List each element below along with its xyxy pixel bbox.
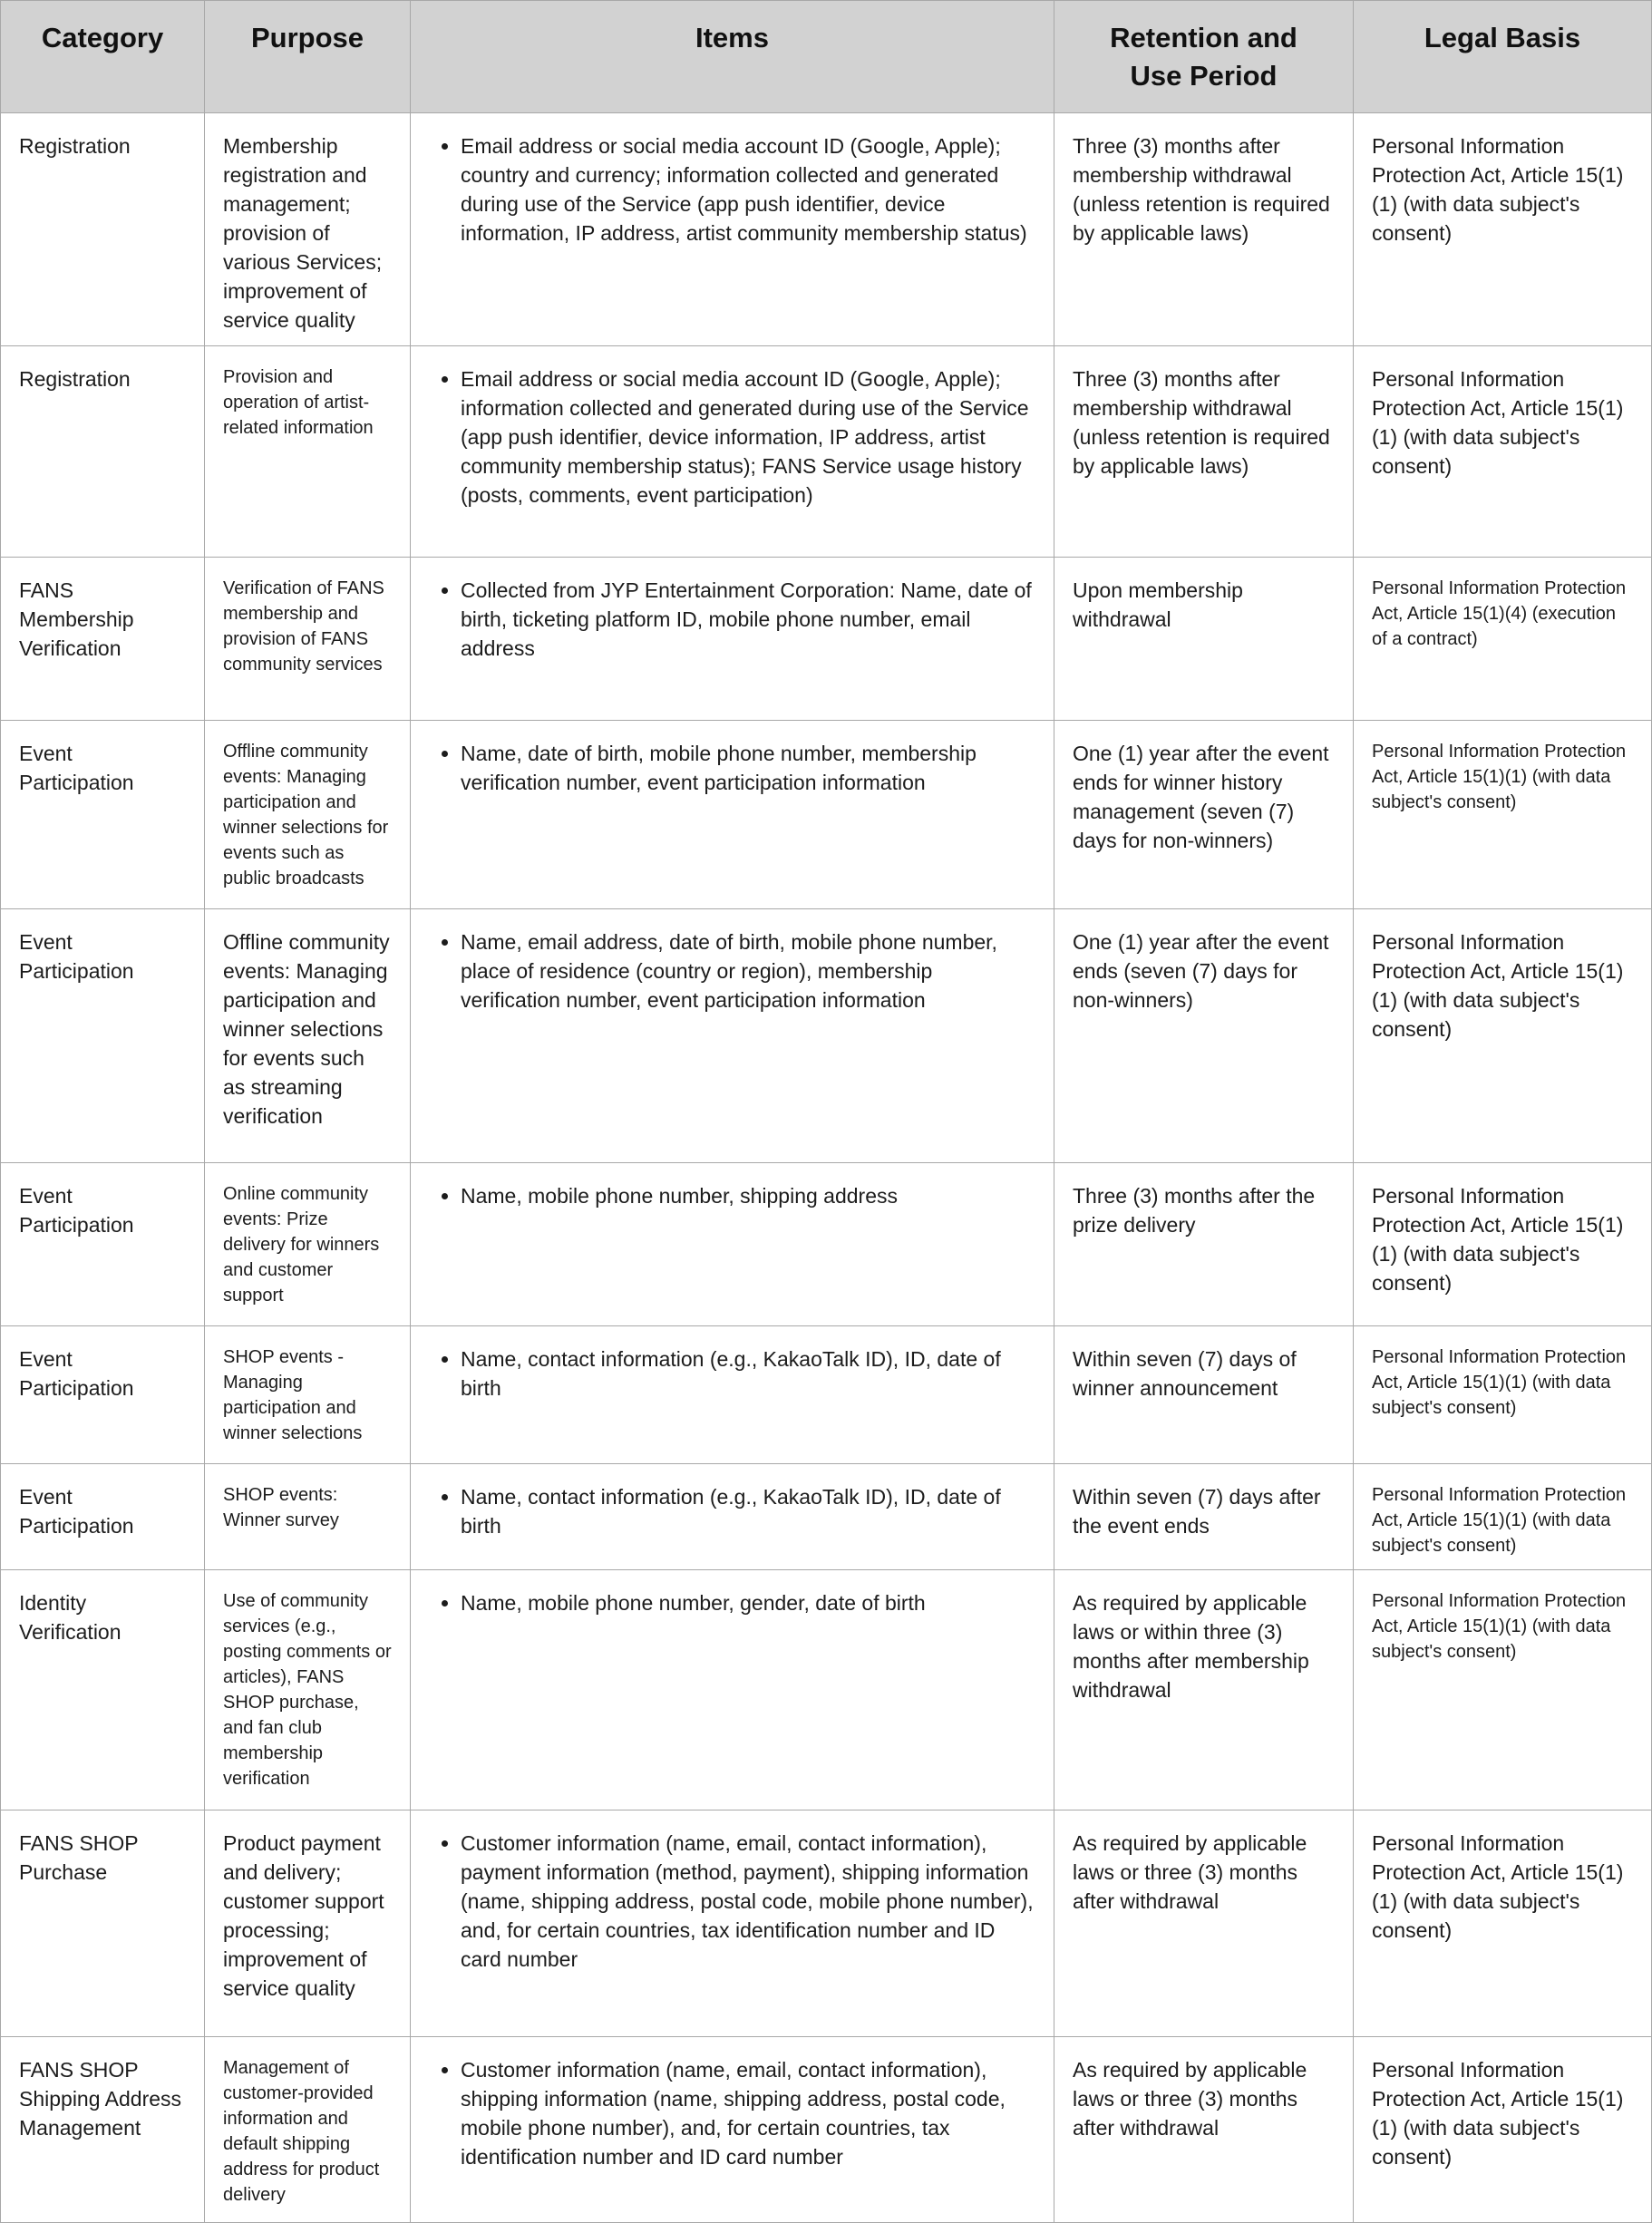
cell-legal-basis: Personal Information Protection Act, Article 15(1)(1) (with data subject's consent) (1354, 2037, 1652, 2223)
cell-retention: As required by applicable laws or within three (3) months after membership withdrawal (1054, 1570, 1354, 1810)
list-item: • Collected from JYP Entertainment Corporation: Name, date of birth, ticketing platform ID, mobile phone number, email address (461, 576, 1035, 663)
cell-purpose: Offline community events: Managing participation and winner selections for events such as streaming verification (205, 909, 411, 1163)
items-list (429, 2055, 1035, 2171)
items-list (429, 1344, 1035, 1403)
cell-category: FANS SHOP Shipping Address Management (1, 2037, 205, 2223)
header-legal-basis: Legal Basis (1354, 1, 1652, 113)
table-row (1, 721, 1652, 909)
cell-retention: Within seven (7) days of winner announcement (1054, 1326, 1354, 1464)
header-purpose: Purpose (205, 1, 411, 113)
cell-category: Identity Verification (1, 1570, 205, 1810)
cell-category: Event Participation (1, 1326, 205, 1464)
items-list (429, 1181, 1035, 1210)
items-list (429, 364, 1035, 510)
items-list (429, 1829, 1035, 1974)
cell-retention: One (1) year after the event ends (seven (7) days for non-winners) (1054, 909, 1354, 1163)
table-header (1, 1, 1652, 113)
cell-purpose: Product payment and delivery; customer support processing; improvement of service quality (205, 1810, 411, 2037)
cell-legal-basis: Personal Information Protection Act, Article 15(1)(1) (with data subject's consent) (1354, 909, 1652, 1163)
cell-items (411, 1570, 1054, 1810)
list-item: • Name, contact information (e.g., KakaoTalk ID), ID, date of birth (461, 1482, 1035, 1540)
table-body (1, 113, 1652, 2223)
items-list (429, 576, 1035, 663)
items-list (429, 131, 1035, 248)
list-item: • Name, date of birth, mobile phone number, membership verification number, event participation information (461, 739, 1035, 797)
cell-items (411, 1163, 1054, 1326)
table-row (1, 346, 1652, 558)
cell-category: Event Participation (1, 1464, 205, 1570)
list-item: • Name, mobile phone number, shipping address (461, 1181, 1035, 1210)
cell-category: Registration (1, 346, 205, 558)
list-item: • Email address or social media account ID (Google, Apple); information collected and generated during use of the Service (app push identifier, device information, IP address, artist community membership status); FANS Service usage history (posts, comments, event participation) (461, 364, 1035, 510)
table-row (1, 1163, 1652, 1326)
list-item: • Name, contact information (e.g., KakaoTalk ID), ID, date of birth (461, 1344, 1035, 1403)
cell-items (411, 346, 1054, 558)
cell-items (411, 1326, 1054, 1464)
cell-items (411, 721, 1054, 909)
cell-category: Registration (1, 113, 205, 346)
items-list (429, 1588, 1035, 1617)
cell-category: FANS Membership Verification (1, 558, 205, 721)
list-item: • Customer information (name, email, contact information), shipping information (name, shipping address, postal code, mobile phone number), and, for certain countries, tax identification number and ID card number (461, 2055, 1035, 2171)
cell-legal-basis: Personal Information Protection Act, Article 15(1)(1) (with data subject's consent) (1354, 346, 1652, 558)
list-item: • Customer information (name, email, contact information), payment information (method, payment), shipping information (name, shipping address, postal code, mobile phone number), and, for certain countries, tax identification number and ID card number (461, 1829, 1035, 1974)
cell-legal-basis: Personal Information Protection Act, Article 15(1)(1) (with data subject's consent) (1354, 1570, 1652, 1810)
cell-items (411, 1810, 1054, 2037)
cell-purpose: Membership registration and management; provision of various Services; improvement of service quality (205, 113, 411, 346)
cell-category: Event Participation (1, 1163, 205, 1326)
cell-retention: As required by applicable laws or three (3) months after withdrawal (1054, 2037, 1354, 2223)
table-row (1, 1810, 1652, 2037)
list-item: • Name, email address, date of birth, mobile phone number, place of residence (country or region), membership verification number, event participation information (461, 927, 1035, 1014)
cell-purpose: Verification of FANS membership and provision of FANS community services (205, 558, 411, 721)
cell-category: Event Participation (1, 909, 205, 1163)
header-row (1, 1, 1652, 113)
header-category: Category (1, 1, 205, 113)
cell-legal-basis: Personal Information Protection Act, Article 15(1)(1) (with data subject's consent) (1354, 1810, 1652, 2037)
cell-items (411, 558, 1054, 721)
cell-purpose: Offline community events: Managing participation and winner selections for events such as public broadcasts (205, 721, 411, 909)
table-row (1, 1570, 1652, 1810)
cell-legal-basis: Personal Information Protection Act, Article 15(1)(1) (with data subject's consent) (1354, 1163, 1652, 1326)
cell-items (411, 113, 1054, 346)
list-item: • Name, mobile phone number, gender, date of birth (461, 1588, 1035, 1617)
cell-legal-basis: Personal Information Protection Act, Article 15(1)(4) (execution of a contract) (1354, 558, 1652, 721)
cell-retention: Three (3) months after membership withdrawal (unless retention is required by applicable laws) (1054, 346, 1354, 558)
cell-retention: Three (3) months after membership withdrawal (unless retention is required by applicable laws) (1054, 113, 1354, 346)
header-retention: Retention and Use Period (1054, 1, 1354, 113)
table-row (1, 909, 1652, 1163)
cell-retention: As required by applicable laws or three (3) months after withdrawal (1054, 1810, 1354, 2037)
items-list (429, 739, 1035, 797)
cell-items (411, 909, 1054, 1163)
cell-retention: One (1) year after the event ends for winner history management (seven (7) days for non-winners) (1054, 721, 1354, 909)
header-items: Items (411, 1, 1054, 113)
cell-purpose: SHOP events - Managing participation and winner selections (205, 1326, 411, 1464)
cell-legal-basis: Personal Information Protection Act, Article 15(1)(1) (with data subject's consent) (1354, 1326, 1652, 1464)
cell-purpose: Use of community services (e.g., posting comments or articles), FANS SHOP purchase, and fan club membership verification (205, 1570, 411, 1810)
table-row (1, 113, 1652, 346)
cell-items (411, 2037, 1054, 2223)
cell-purpose: SHOP events: Winner survey (205, 1464, 411, 1570)
table-row (1, 2037, 1652, 2223)
cell-retention: Within seven (7) days after the event ends (1054, 1464, 1354, 1570)
items-list (429, 1482, 1035, 1540)
cell-purpose: Management of customer-provided information and default shipping address for product delivery (205, 2037, 411, 2223)
cell-category: FANS SHOP Purchase (1, 1810, 205, 2037)
cell-retention: Upon membership withdrawal (1054, 558, 1354, 721)
table-row (1, 1326, 1652, 1464)
cell-legal-basis: Personal Information Protection Act, Article 15(1)(1) (with data subject's consent) (1354, 113, 1652, 346)
cell-legal-basis: Personal Information Protection Act, Article 15(1)(1) (with data subject's consent) (1354, 1464, 1652, 1570)
cell-retention: Three (3) months after the prize delivery (1054, 1163, 1354, 1326)
cell-purpose: Online community events: Prize delivery for winners and customer support (205, 1163, 411, 1326)
list-item: • Email address or social media account ID (Google, Apple); country and currency; information collected and generated during use of the Service (app push identifier, device information, IP address, artist community membership status) (461, 131, 1035, 248)
items-list (429, 927, 1035, 1014)
cell-legal-basis: Personal Information Protection Act, Article 15(1)(1) (with data subject's consent) (1354, 721, 1652, 909)
table-row (1, 558, 1652, 721)
table-row (1, 1464, 1652, 1570)
cell-purpose: Provision and operation of artist-related information (205, 346, 411, 558)
cell-category: Event Participation (1, 721, 205, 909)
cell-items (411, 1464, 1054, 1570)
